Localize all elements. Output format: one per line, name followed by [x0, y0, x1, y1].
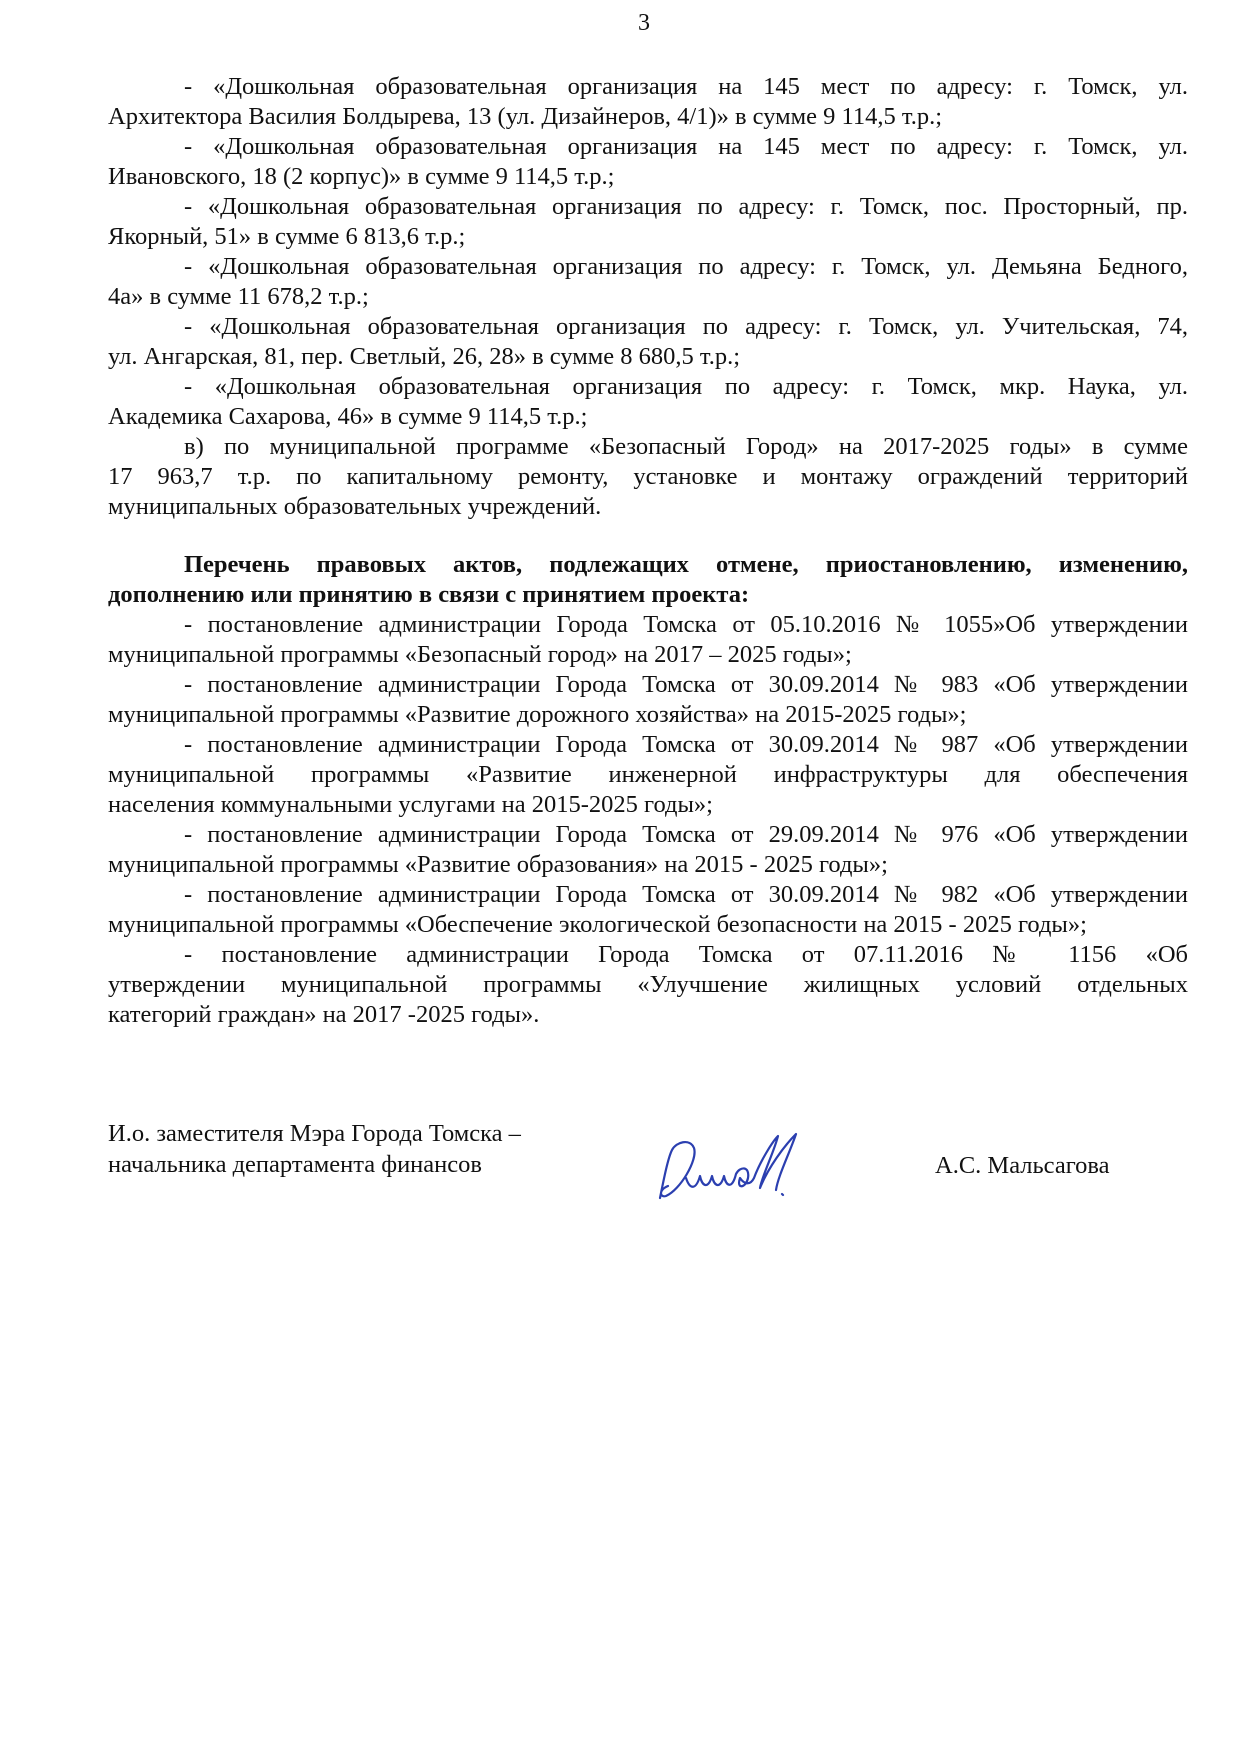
text-line: - постановление администрации Города Томска от 07.11.2016 № 1156 «Об [184, 941, 1188, 968]
signatory-name: А.С. Мальсагова [935, 1152, 1110, 1179]
text-line: в) по муниципальной программе «Безопасный Город» на 2017-2025 годы» в сумме [184, 433, 1188, 460]
paragraph [108, 670, 1188, 730]
text-line: Ивановского, 18 (2 корпус)» в сумме 9 114,5 т.р.; [108, 163, 615, 190]
text-line: Архитектора Василия Болдырева, 13 (ул. Дизайнеров, 4/1)» в сумме 9 114,5 т.р.; [108, 103, 943, 130]
text-line: - «Дошкольная образовательная организация по адресу: г. Томск, пос. Просторный, пр. [184, 193, 1188, 220]
text-line: - «Дошкольная образовательная организация на 145 мест по адресу: г. Томск, ул. [184, 73, 1188, 100]
legal-acts-list [108, 610, 1188, 1030]
paragraph [108, 940, 1188, 1030]
signatory-position [108, 1118, 521, 1180]
paragraph [108, 820, 1188, 880]
legal-acts-heading [108, 550, 1188, 610]
text-line: населения коммунальными услугами на 2015-2025 годы»; [108, 791, 713, 818]
paragraph [108, 432, 1188, 522]
text-line: муниципальных образовательных учреждений. [108, 493, 602, 520]
text-line: - постановление администрации Города Томска от 30.09.2014 № 983 «Об утверждении [184, 671, 1188, 698]
heading-line: дополнению или принятию в связи с принятием проекта: [108, 581, 750, 608]
text-line: - «Дошкольная образовательная организация по адресу: г. Томск, мкр. Наука, ул. [184, 373, 1188, 400]
text-line: Якорный, 51» в сумме 6 813,6 т.р.; [108, 223, 466, 250]
text-line: 4а» в сумме 11 678,2 т.р.; [108, 283, 369, 310]
text-line: ул. Ангарская, 81, пер. Светлый, 26, 28» в сумме 8 680,5 т.р.; [108, 343, 741, 370]
text-line: - постановление администрации Города Томска от 29.09.2014 № 976 «Об утверждении [184, 821, 1188, 848]
document-body [108, 72, 1188, 1030]
text-line: муниципальной программы «Обеспечение экологической безопасности на 2015 - 2025 годы»; [108, 911, 1087, 938]
text-line: утверждении муниципальной программы «Улучшение жилищных условий отдельных [108, 971, 1188, 998]
text-line: - «Дошкольная образовательная организация по адресу: г. Томск, ул. Учительская, 74, [184, 313, 1188, 340]
paragraph [108, 312, 1188, 372]
text-line: 17 963,7 т.р. по капитальному ремонту, установке и монтажу ограждений территорий [108, 463, 1188, 490]
paragraph [108, 132, 1188, 192]
text-line: муниципальной программы «Развитие дорожного хозяйства» на 2015-2025 годы»; [108, 701, 967, 728]
paragraph [108, 610, 1188, 670]
text-line: муниципальной программы «Развитие инженерной инфраструктуры для обеспечения [108, 761, 1188, 788]
paragraph [108, 72, 1188, 132]
heading-line: Перечень правовых актов, подлежащих отмене, приостановлению, изменению, [184, 551, 1188, 578]
handwritten-signature [650, 1128, 850, 1203]
text-line: категорий граждан» на 2017 -2025 годы». [108, 1001, 540, 1028]
paragraph [108, 192, 1188, 252]
paragraph [108, 730, 1188, 820]
position-line: И.о. заместителя Мэра Города Томска – [108, 1120, 521, 1147]
page-number: 3 [638, 10, 650, 36]
paragraph [108, 880, 1188, 940]
paragraph [108, 252, 1188, 312]
spacer [108, 522, 1188, 550]
text-line: - «Дошкольная образовательная организация на 145 мест по адресу: г. Томск, ул. [184, 133, 1188, 160]
position-line: начальника департамента финансов [108, 1151, 482, 1178]
text-line: - постановление администрации Города Томска от 30.09.2014 № 987 «Об утверждении [184, 731, 1188, 758]
text-line: - «Дошкольная образовательная организация по адресу: г. Томск, ул. Демьяна Бедного, [184, 253, 1188, 280]
text-line: муниципальной программы «Безопасный город» на 2017 – 2025 годы»; [108, 641, 852, 668]
funding-list [108, 72, 1188, 522]
paragraph [108, 372, 1188, 432]
text-line: муниципальной программы «Развитие образования» на 2015 - 2025 годы»; [108, 851, 888, 878]
text-line: - постановление администрации Города Томска от 05.10.2016 № 1055»Об утверждении [184, 611, 1188, 638]
text-line: Академика Сахарова, 46» в сумме 9 114,5 т.р.; [108, 403, 588, 430]
text-line: - постановление администрации Города Томска от 30.09.2014 № 982 «Об утверждении [184, 881, 1188, 908]
